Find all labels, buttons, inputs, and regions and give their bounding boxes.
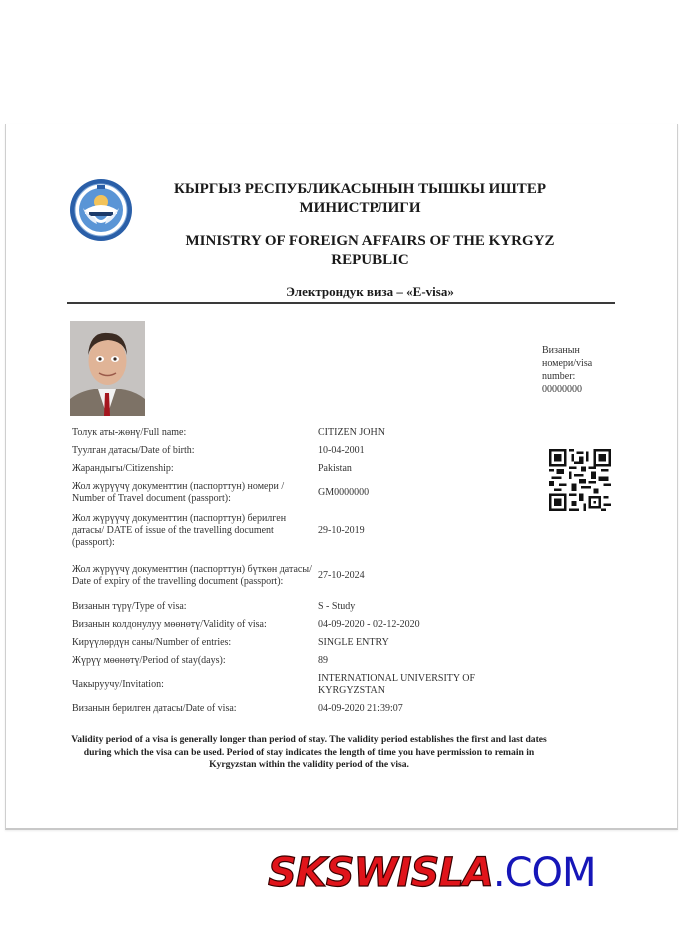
field-label: Визанын берилген датасы/Date of visa:	[72, 703, 237, 714]
field-value: 29-10-2019	[318, 524, 365, 536]
ministry-title-kyrgyz: КЫРГЫЗ РЕСПУБЛИКАСЫНЫН ТЫШКЫ ИШТЕР МИНИСТРЛИГИ	[174, 181, 546, 216]
field-value: 04-09-2020 21:39:07	[318, 703, 403, 714]
field-row-date-of-birth	[72, 442, 532, 460]
watermark	[268, 850, 596, 896]
field-value: 27-10-2024	[318, 569, 365, 581]
field-value: Pakistan	[318, 463, 352, 474]
field-row-passport-issue-date	[72, 508, 532, 553]
qr-code-icon	[549, 449, 611, 511]
field-row-number-of-entries	[72, 634, 532, 652]
field-row-passport-expiry-date	[72, 553, 532, 598]
field-value: SINGLE ENTRY	[318, 637, 389, 648]
watermark-brand: SKSWISLA	[268, 850, 493, 896]
field-value: 04-09-2020 - 02-12-2020	[318, 619, 420, 630]
field-label: Чакыруучу/Invitation:	[72, 679, 164, 690]
field-value: 10-04-2001	[318, 445, 365, 456]
evisa-subtitle: Электрондук виза – «E-visa»	[286, 284, 454, 299]
ministry-title-english: MINISTRY OF FOREIGN AFFAIRS OF THE KYRGYZ REPUBLIC	[185, 233, 555, 268]
field-row-visa-validity	[72, 616, 532, 634]
visa-number-label: Визанын номери/visa number:	[542, 345, 593, 382]
field-value: 89	[318, 655, 328, 666]
field-row-period-of-stay	[72, 652, 532, 670]
field-label: Толук аты-жөнү/Full name:	[72, 427, 187, 438]
field-label: Жол жүрүүчү документтин (паспорттун) номери / Number of Travel document (passport):	[72, 481, 285, 504]
visa-fields	[72, 424, 532, 718]
person-photo-icon	[70, 321, 145, 416]
field-label: Жарандыгы/Citizenship:	[72, 463, 174, 474]
field-label: Визанын түрү/Type of visa:	[72, 601, 187, 612]
field-value: GM0000000	[318, 487, 370, 498]
field-row-citizenship	[72, 460, 532, 478]
field-label: Жол жүрүүчү документтин (паспорттун) бүткөн датасы/ Date of expiry of the travelling document (passport):	[72, 563, 312, 587]
kyrgyz-emblem-icon	[69, 178, 133, 242]
header-divider	[67, 302, 615, 304]
field-row-date-of-visa	[72, 700, 532, 718]
field-value: CITIZEN JOHN	[318, 427, 385, 438]
field-row-passport-number	[72, 478, 532, 508]
validity-note: Validity period of a visa is generally longer than period of stay. The validity period establishes the first and last dates during which the visa can be used. Period of stay indicates the length of time you have permission to remain in Kyrgyzstan within the validity period of the visa.	[71, 734, 547, 770]
field-label: Жол жүрүүчү документтин (паспорттун) берилген датасы/ DATE of issue of the travelling document (passport):	[72, 512, 287, 548]
field-row-invitation	[72, 670, 532, 700]
field-label: Жүрүү мөөнөтү/Period of stay(days):	[72, 655, 226, 666]
field-value: INTERNATIONAL UNIVERSITY OF KYRGYZSTAN	[318, 673, 476, 696]
field-label: Туулган датасы/Date of birth:	[72, 445, 195, 456]
applicant-photo	[70, 321, 145, 416]
field-label: Визанын колдонулуу мөөнөтү/Validity of visa:	[72, 619, 267, 630]
field-row-visa-type	[72, 598, 532, 616]
visa-number-block	[542, 344, 612, 396]
watermark-domain: .COM	[492, 850, 596, 896]
field-label: Кирүүлөрдүн саны/Number of entries:	[72, 637, 232, 648]
visa-number-value: 00000000	[542, 384, 582, 395]
field-value: S - Study	[318, 601, 356, 612]
field-row-full-name	[72, 424, 532, 442]
